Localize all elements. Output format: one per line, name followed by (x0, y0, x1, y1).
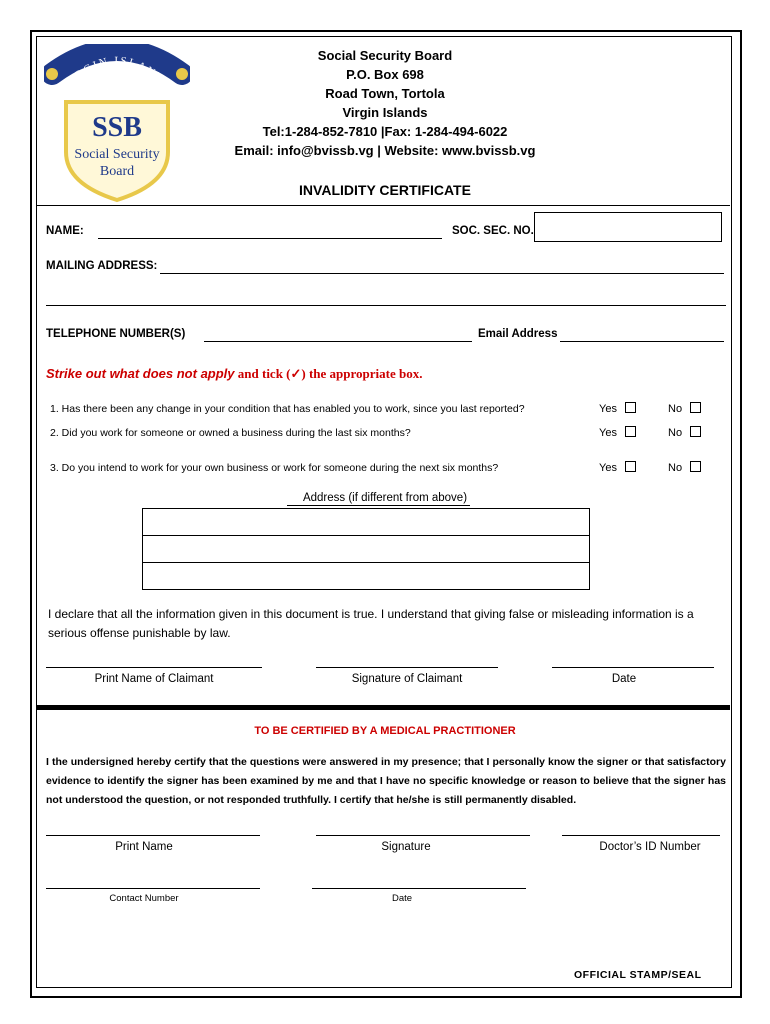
no-label: No (668, 462, 683, 474)
question-3-no[interactable] (668, 461, 701, 474)
medical-heading: TO BE CERTIFIED BY A MEDICAL PRACTITIONER (254, 725, 516, 737)
mailing-address-field[interactable] (160, 273, 724, 274)
yes-label: Yes (599, 403, 617, 415)
question-3-yes[interactable] (599, 461, 636, 474)
header-email-web: Email: info@bvissb.vg | Website: www.bvissb.vg (234, 143, 536, 158)
official-stamp-label: OFFICIAL STAMP/SEAL (574, 969, 702, 981)
alt-address-line-1[interactable] (142, 508, 590, 536)
question-1-no[interactable] (668, 402, 701, 415)
doctor-id-caption: Doctor’s ID Number (599, 841, 701, 853)
alt-address-line-3[interactable] (142, 562, 590, 590)
logo-name-line2: Board (99, 164, 135, 179)
question-2-text: 2. Did you work for someone or owned a business during the last six months? (50, 427, 411, 439)
checkbox-icon[interactable] (625, 402, 636, 413)
claimant-date-field[interactable] (552, 667, 714, 668)
header-phone-fax: Tel:1-284-852-7810 |Fax: 1-284-494-6022 (262, 124, 508, 139)
logo-name-line1: Social Security (74, 147, 160, 162)
claimant-date-caption: Date (611, 673, 637, 685)
name-field[interactable] (98, 238, 442, 239)
doctor-date-caption: Date (391, 893, 413, 904)
medical-certification-text: I the undersigned hereby certify that the questions were answered in my presence; that I personally know the signer or that satisfactory evidence to identify the signer has been examined by me and that I have no specific knowledge or reason to believe that the signer has not understood the question, or not responded truthfully. I certify that he/she is still permanently disabled. (46, 756, 726, 806)
doctor-id-field[interactable] (562, 835, 720, 836)
header-town: Road Town, Tortola (325, 86, 445, 101)
doctor-print-name-caption: Print Name (115, 841, 173, 853)
logo-arc-text: VIRGIN ISLANDS (60, 54, 174, 92)
name-label: NAME: (46, 225, 84, 237)
mailing-address-label: MAILING ADDRESS: (46, 260, 158, 272)
doctor-print-name-field[interactable] (46, 835, 260, 836)
header-country: Virgin Islands (342, 105, 428, 120)
logo-abbrev: SSB (92, 112, 142, 143)
alt-address-underline (287, 505, 470, 506)
claimant-signature-caption: Signature of Claimant (351, 673, 463, 685)
yes-label: Yes (599, 462, 617, 474)
doctor-signature-caption: Signature (381, 841, 431, 853)
section-divider (36, 705, 730, 710)
ssn-field[interactable] (534, 212, 722, 242)
no-label: No (668, 403, 683, 415)
doctor-contact-caption: Contact Number (109, 893, 179, 904)
form-title: INVALIDITY CERTIFICATE (299, 182, 471, 198)
telephone-field[interactable] (204, 341, 472, 342)
claimant-signature-field[interactable] (316, 667, 498, 668)
question-2-yes[interactable] (599, 426, 636, 439)
instruction-tick-text: and tick (✓) the appropriate box. (234, 366, 423, 381)
checkbox-icon[interactable] (690, 402, 701, 413)
checkbox-icon[interactable] (690, 461, 701, 472)
claimant-print-name-caption: Print Name of Claimant (94, 673, 214, 685)
checkbox-icon[interactable] (625, 426, 636, 437)
yes-label: Yes (599, 427, 617, 439)
telephone-label: TELEPHONE NUMBER(S) (46, 328, 186, 340)
instruction-strike-text: Strike out what does not apply (46, 366, 235, 381)
checkbox-icon[interactable] (625, 461, 636, 472)
checkbox-icon[interactable] (690, 426, 701, 437)
alt-address-label: Address (if different from above) (302, 492, 468, 504)
question-2-no[interactable] (668, 426, 701, 439)
doctor-date-field[interactable] (312, 888, 526, 889)
header-po-box: P.O. Box 698 (346, 67, 424, 82)
ssn-label: SOC. SEC. NO. (452, 225, 534, 237)
instruction-line (46, 366, 423, 382)
declaration-text: I declare that all the information given in this document is true. I understand that giving false or misleading information is a serious offense punishable by law. (48, 607, 694, 640)
mailing-address-field-line2[interactable] (46, 305, 726, 306)
header-org-name: Social Security Board (317, 48, 453, 63)
title-divider (36, 205, 730, 206)
email-field[interactable] (560, 341, 724, 342)
doctor-contact-field[interactable] (46, 888, 260, 889)
no-label: No (668, 427, 683, 439)
email-label: Email Address (478, 328, 558, 340)
alt-address-line-2[interactable] (142, 535, 590, 563)
claimant-print-name-field[interactable] (46, 667, 262, 668)
question-3-text: 3. Do you intend to work for your own business or work for someone during the next six months? (50, 462, 499, 474)
doctor-signature-field[interactable] (316, 835, 530, 836)
question-1-yes[interactable] (599, 402, 636, 415)
question-1-text: 1. Has there been any change in your condition that has enabled you to work, since you last reported? (50, 403, 525, 415)
